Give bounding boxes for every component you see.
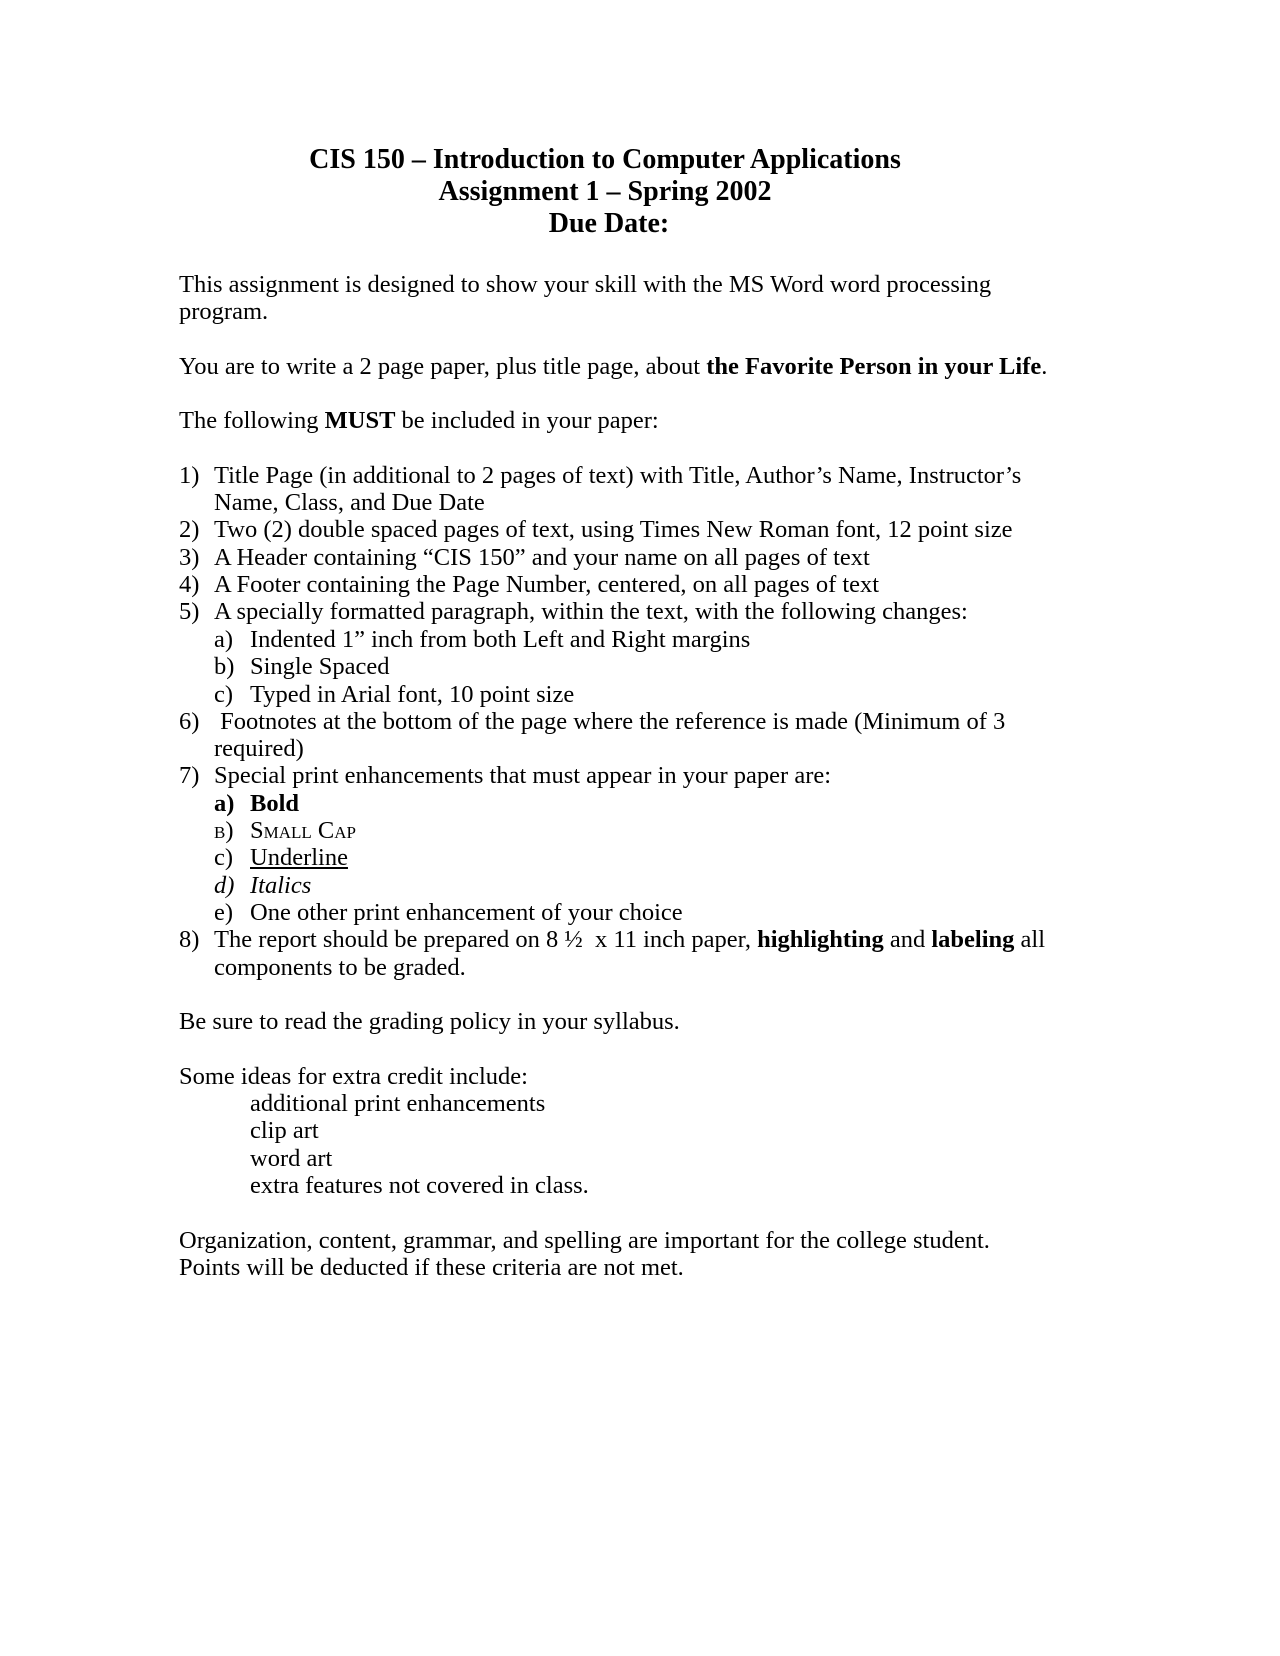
subitem-letter: d) <box>214 872 235 899</box>
item-number: 6) <box>179 708 200 735</box>
item-text-part: and <box>883 926 932 953</box>
subitem-text: Typed in Arial font, 10 point size <box>250 681 575 708</box>
subitem-text: One other print enhancement of your choice <box>250 899 683 926</box>
item-number: 5) <box>179 598 200 625</box>
item-text: Special print enhancements that must appear in your paper are: <box>214 762 832 789</box>
closing-line-1: Organization, content, grammar, and spelling are important for the college student. <box>179 1227 990 1254</box>
must-text-end: be included in your paper: <box>395 407 659 434</box>
extra-credit-idea: word art <box>250 1145 333 1172</box>
subitem-letter: e) <box>214 899 234 926</box>
item-text: Name, Class, and Due Date <box>214 489 485 516</box>
subitem-letter: c) <box>214 844 234 871</box>
item-text: Footnotes at the bottom of the page where the reference is made (Minimum of 3 <box>214 708 1006 735</box>
item-text-part: all <box>1014 926 1046 953</box>
subitem-letter: a) <box>214 626 234 653</box>
title-line-2: Assignment 1 – Spring 2002 <box>438 176 772 207</box>
item-number: 8) <box>179 926 200 953</box>
must-text: The following <box>179 407 325 434</box>
item-text: A specially formatted paragraph, within the text, with the following changes: <box>214 598 968 625</box>
subitem-italics-example: Italics <box>250 872 312 899</box>
subitem-smallcap-example: Small Cap <box>250 817 356 844</box>
extra-credit-idea: clip art <box>250 1117 319 1144</box>
must-emphasis: MUST <box>324 407 396 434</box>
closing-line-2: Points will be deducted if these criteria are not met. <box>179 1254 684 1281</box>
item-number: 3) <box>179 544 200 571</box>
item-text: required) <box>214 735 304 762</box>
item-text: A Header containing “CIS 150” and your name on all pages of text <box>214 544 870 571</box>
item-text: A Footer containing the Page Number, centered, on all pages of text <box>214 571 880 598</box>
must-paragraph <box>179 407 659 435</box>
item-text: Title Page (in additional to 2 pages of text) with Title, Author’s Name, Instructor’s <box>214 462 1022 489</box>
item-text: components to be graded. <box>214 954 466 981</box>
extra-credit-idea: additional print enhancements <box>250 1090 546 1117</box>
item-number: 4) <box>179 571 200 598</box>
task-text: You are to write a 2 page paper, plus title page, about <box>179 353 707 380</box>
item-number: 2) <box>179 516 200 543</box>
item-text-part: The report should be prepared on 8 ½ x 11 inch paper, <box>214 926 758 953</box>
subitem-bold-example: Bold <box>250 790 300 817</box>
item-number: 7) <box>179 762 200 789</box>
task-topic: the Favorite Person in your Life <box>706 353 1042 380</box>
subitem-letter: c) <box>214 681 234 708</box>
extra-credit-idea: extra features not covered in class. <box>250 1172 589 1199</box>
highlighting-emphasis: highlighting <box>757 926 884 953</box>
task-period: . <box>1041 353 1048 380</box>
subitem-letter: a) <box>214 790 235 817</box>
item-text: Two (2) double spaced pages of text, using Times New Roman font, 12 point size <box>214 516 1013 543</box>
extra-credit-heading: Some ideas for extra credit include: <box>179 1063 528 1090</box>
subitem-underline-example: Underline <box>250 844 348 871</box>
grading-note: Be sure to read the grading policy in your syllabus. <box>179 1008 680 1035</box>
item-number: 1) <box>179 462 200 489</box>
due-date-label: Due Date: <box>548 208 670 239</box>
task-paragraph <box>179 353 1047 381</box>
subitem-letter: b) <box>214 653 235 680</box>
subitem-letter: b) <box>214 817 234 844</box>
subitem-text: Single Spaced <box>250 653 390 680</box>
intro-line-1: This assignment is designed to show your skill with the MS Word word processing <box>179 271 992 298</box>
labeling-emphasis: labeling <box>931 926 1015 953</box>
title-line-1: CIS 150 – Introduction to Computer Applications <box>309 144 901 175</box>
subitem-text: Indented 1” inch from both Left and Right margins <box>250 626 751 653</box>
intro-line-2: program. <box>179 298 269 325</box>
item-text <box>214 926 1045 954</box>
